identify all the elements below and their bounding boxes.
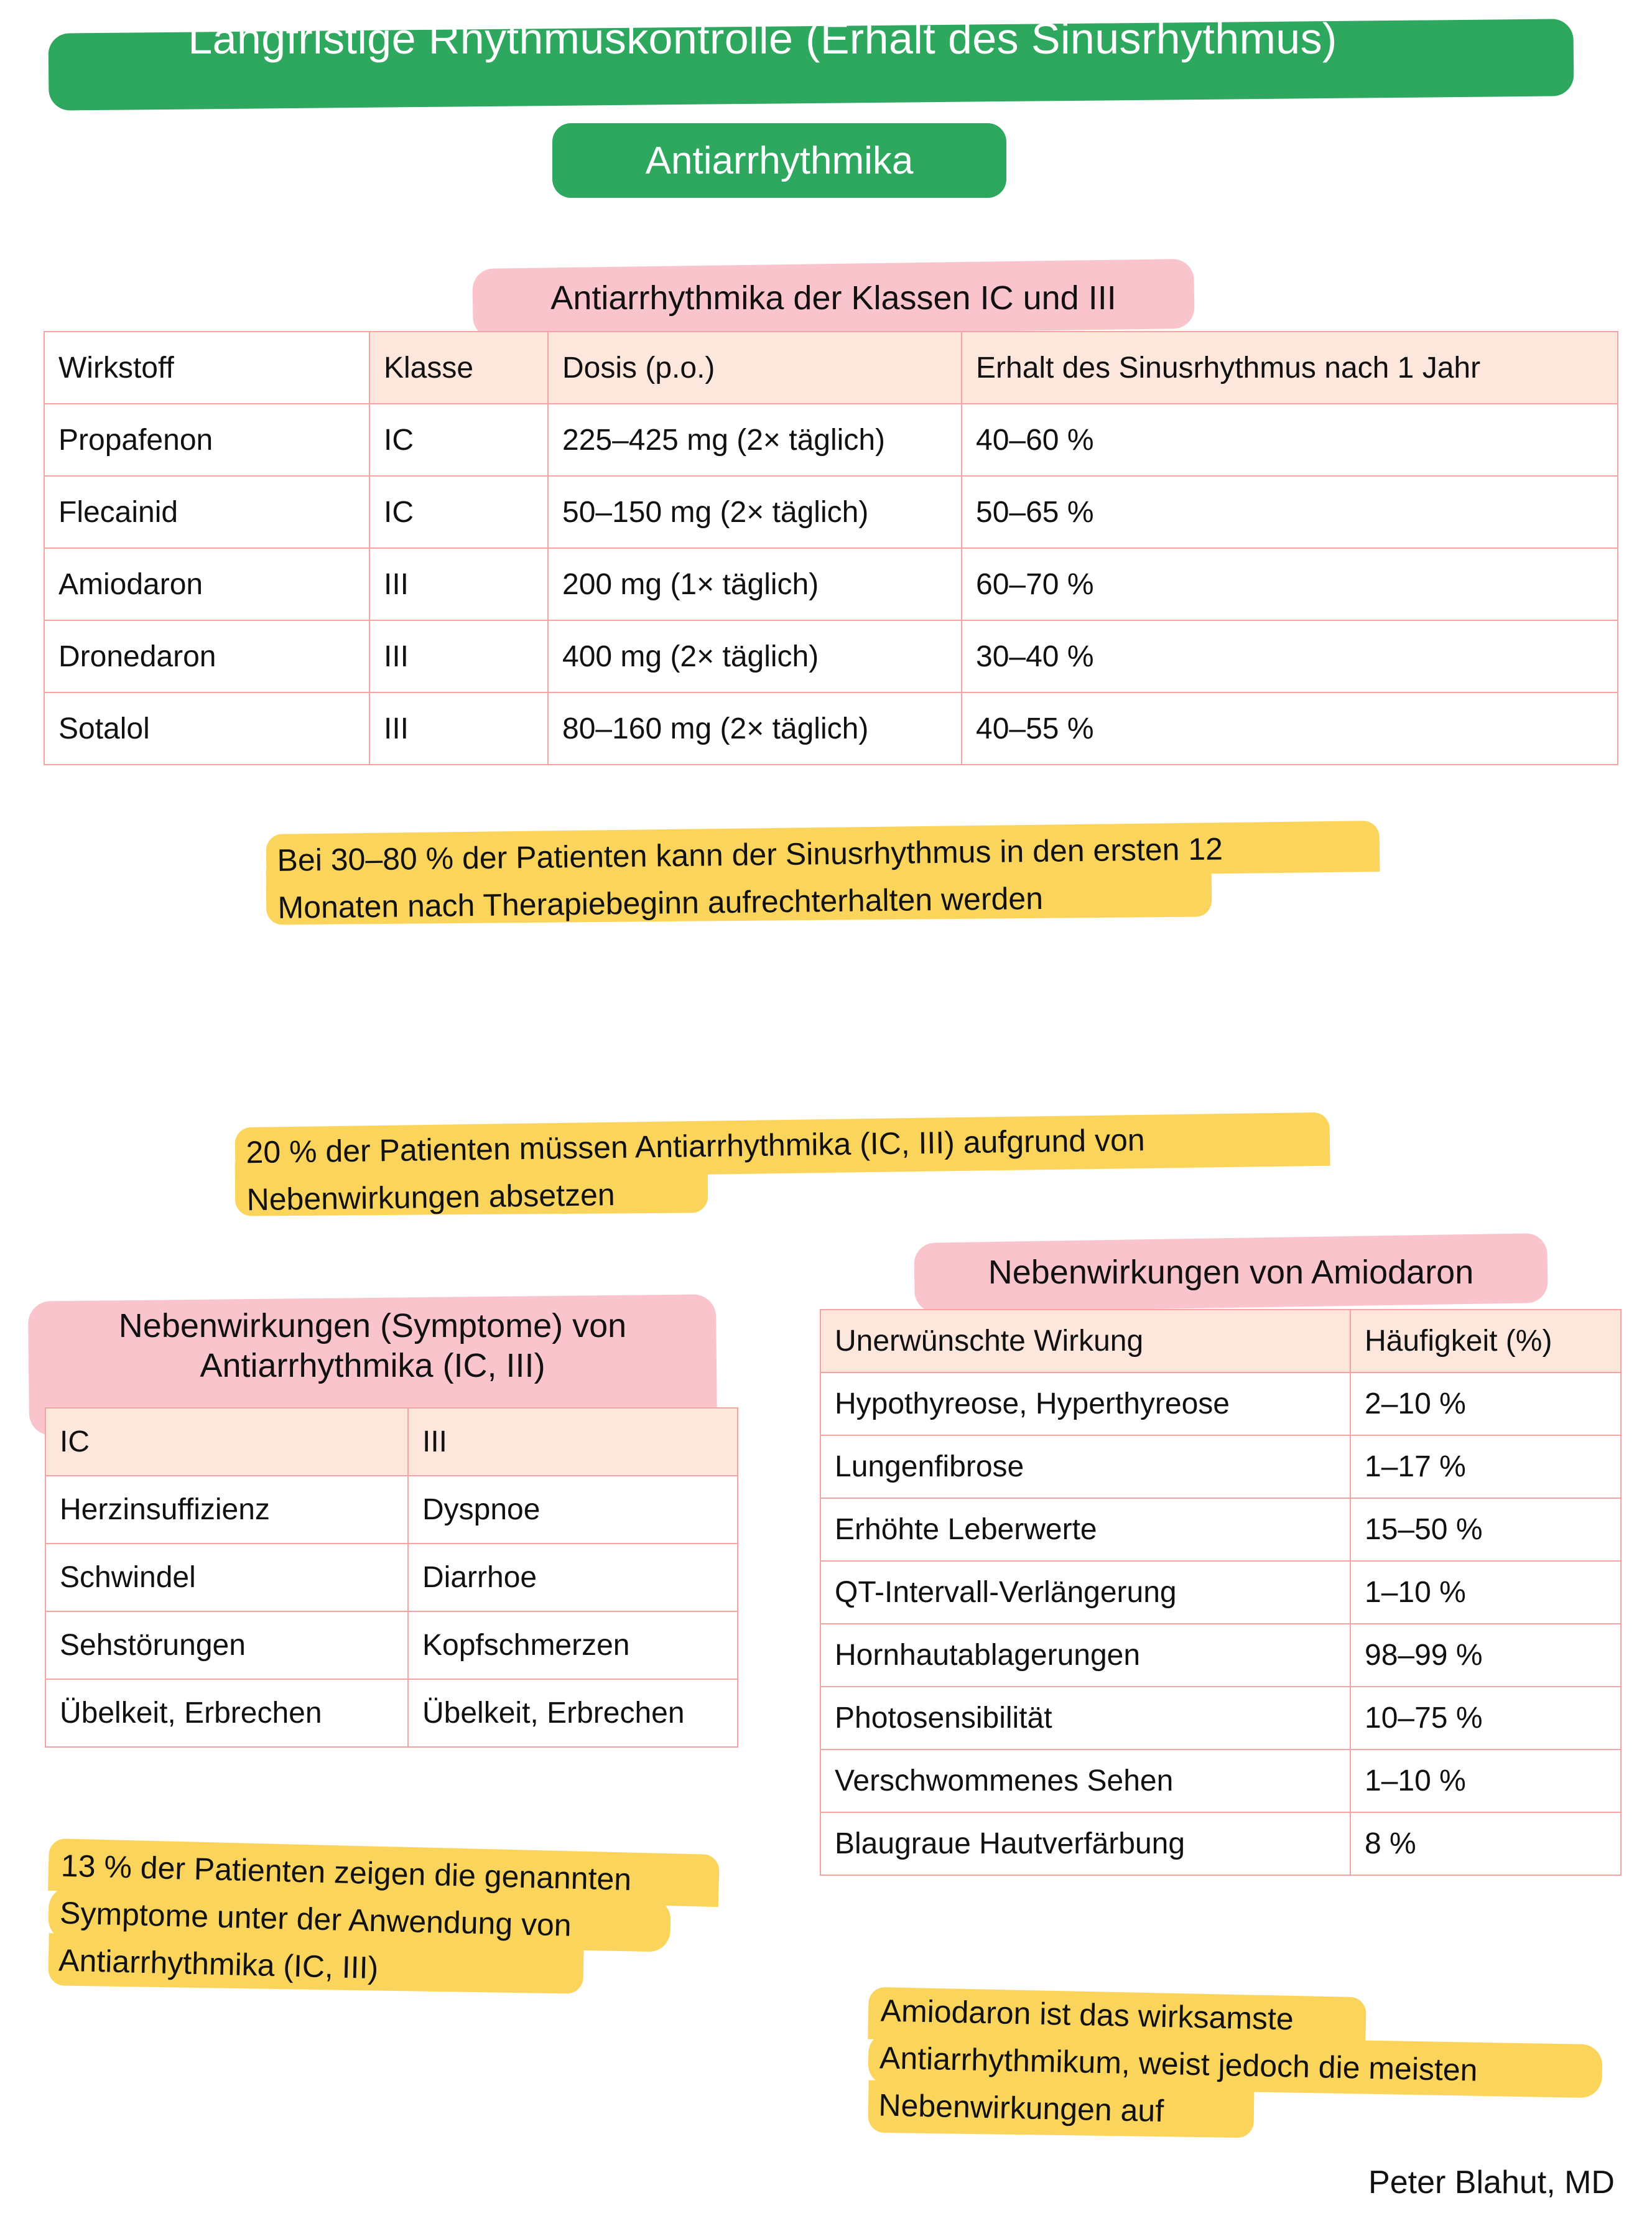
- table-row: [44, 476, 1618, 548]
- cell-frequency: 1–10 %: [1350, 1561, 1621, 1624]
- column-header-unerwuenschte-wirkung: Unerwünschte Wirkung: [820, 1310, 1350, 1372]
- cell-adverse-effect: Blaugraue Hautverfärbung: [820, 1812, 1350, 1875]
- cell-ic-symptom: Übelkeit, Erbrechen: [45, 1679, 408, 1747]
- cell-wirkstoff: Sotalol: [44, 692, 369, 765]
- cell-iii-symptom: Diarrhoe: [408, 1544, 738, 1611]
- page-subtitle: Antiarrhythmika: [645, 139, 914, 182]
- table-row: [45, 1476, 738, 1544]
- main-drug-table: [44, 331, 1618, 765]
- amiodaron-adverse-effects-table: [820, 1309, 1622, 1876]
- cell-erhalt: 30–40 %: [962, 620, 1618, 692]
- cell-ic-symptom: Herzinsuffizienz: [45, 1476, 408, 1544]
- table-row: [820, 1812, 1621, 1875]
- note-2: [246, 1114, 1342, 1224]
- column-header-erhalt: Erhalt des Sinusrhythmus nach 1 Jahr: [962, 332, 1618, 404]
- note-3-line-3: Antiarrhythmika (IC, III): [58, 1942, 379, 1986]
- note-4: [878, 1987, 1628, 2144]
- cell-frequency: 8 %: [1350, 1812, 1621, 1875]
- cell-dosis: 200 mg (1× täglich): [548, 548, 962, 620]
- note-4-line-2: Antiarrhythmikum, weist jedoch die meisten: [879, 2040, 1478, 2088]
- cell-iii-symptom: Übelkeit, Erbrechen: [408, 1679, 738, 1747]
- symptoms-table: [45, 1407, 738, 1748]
- table-row: [44, 692, 1618, 765]
- cell-erhalt: 40–55 %: [962, 692, 1618, 765]
- table-row: [45, 1544, 738, 1611]
- cell-wirkstoff: Amiodaron: [44, 548, 369, 620]
- symptoms-caption-line-2: Antiarrhythmika (IC, III): [200, 1346, 545, 1384]
- cell-frequency: 15–50 %: [1350, 1498, 1621, 1561]
- column-header-ic: IC: [45, 1408, 408, 1476]
- cell-klasse: IC: [369, 404, 548, 476]
- cell-adverse-effect: Hornhautablagerungen: [820, 1624, 1350, 1687]
- table-row: [45, 1679, 738, 1747]
- cell-klasse: IC: [369, 476, 548, 548]
- note-2-line-2: Nebenwirkungen absetzen: [246, 1177, 616, 1218]
- symptoms-table-caption: [29, 1298, 717, 1436]
- note-3-line-1: 13 % der Patienten zeigen die genannten: [60, 1848, 632, 1897]
- main-table-caption: Antiarrhythmika der Klassen IC und III: [550, 279, 1116, 317]
- table-row: [820, 1624, 1621, 1687]
- table-row: [820, 1687, 1621, 1749]
- table-row: [820, 1372, 1621, 1435]
- cell-erhalt: 40–60 %: [962, 404, 1618, 476]
- note-2-line-1: 20 % der Patienten müssen Antiarrhythmika (IC, III) aufgrund von: [246, 1122, 1145, 1170]
- note-3: [58, 1842, 745, 2001]
- note-1-line-1: Bei 30–80 % der Patienten kann der Sinusrhythmus in den ersten 12: [277, 831, 1223, 878]
- note-4-line-3: Nebenwirkungen auf: [878, 2087, 1164, 2129]
- cell-iii-symptom: Dyspnoe: [408, 1476, 738, 1544]
- cell-adverse-effect: QT-Intervall-Verlängerung: [820, 1561, 1350, 1624]
- cell-frequency: 2–10 %: [1350, 1372, 1621, 1435]
- note-1-line-2: Monaten nach Therapiebeginn aufrechterhalten werden: [277, 880, 1044, 925]
- cell-adverse-effect: Photosensibilität: [820, 1687, 1350, 1749]
- table-row: [44, 620, 1618, 692]
- cell-dosis: 80–160 mg (2× täglich): [548, 692, 962, 765]
- table-header-row: [44, 332, 1618, 404]
- cell-wirkstoff: Dronedaron: [44, 620, 369, 692]
- table-row: [820, 1498, 1621, 1561]
- cell-klasse: III: [369, 548, 548, 620]
- cell-erhalt: 50–65 %: [962, 476, 1618, 548]
- cell-klasse: III: [369, 692, 548, 765]
- note-4-line-1: Amiodaron ist das wirksamste: [880, 1993, 1294, 2037]
- cell-wirkstoff: Propafenon: [44, 404, 369, 476]
- cell-klasse: III: [369, 620, 548, 692]
- table-row: [45, 1611, 738, 1679]
- column-header-haeufigkeit: Häufigkeit (%): [1350, 1310, 1621, 1372]
- table-row: [820, 1561, 1621, 1624]
- cell-erhalt: 60–70 %: [962, 548, 1618, 620]
- cell-wirkstoff: Flecainid: [44, 476, 369, 548]
- symptoms-caption-line-1: Nebenwirkungen (Symptome) von: [118, 1307, 627, 1344]
- author-signature: Peter Blahut, MD: [1368, 2164, 1615, 2201]
- cell-ic-symptom: Sehstörungen: [45, 1611, 408, 1679]
- cell-frequency: 1–10 %: [1350, 1749, 1621, 1812]
- table-row: [820, 1435, 1621, 1498]
- cell-adverse-effect: Erhöhte Leberwerte: [820, 1498, 1350, 1561]
- cell-dosis: 50–150 mg (2× täglich): [548, 476, 962, 548]
- cell-frequency: 98–99 %: [1350, 1624, 1621, 1687]
- page-title: Langfristige Rhythmuskontrolle (Erhalt des Sinusrhythmus): [188, 14, 1337, 63]
- column-header-iii: III: [408, 1408, 738, 1476]
- amiodaron-table-caption: Nebenwirkungen von Amiodaron: [988, 1254, 1474, 1292]
- cell-dosis: 400 mg (2× täglich): [548, 620, 962, 692]
- cell-ic-symptom: Schwindel: [45, 1544, 408, 1611]
- cell-frequency: 10–75 %: [1350, 1687, 1621, 1749]
- column-header-wirkstoff: Wirkstoff: [44, 332, 369, 404]
- cell-adverse-effect: Hypothyreose, Hyperthyreose: [820, 1372, 1350, 1435]
- cell-adverse-effect: Lungenfibrose: [820, 1435, 1350, 1498]
- table-row: [820, 1749, 1621, 1812]
- table-header-row: [820, 1310, 1621, 1372]
- note-1: [277, 823, 1391, 931]
- cell-dosis: 225–425 mg (2× täglich): [548, 404, 962, 476]
- column-header-dosis: Dosis (p.o.): [548, 332, 962, 404]
- note-3-line-2: Symptome unter der Anwendung von: [59, 1895, 572, 1943]
- table-row: [44, 548, 1618, 620]
- column-header-klasse: Klasse: [369, 332, 548, 404]
- cell-adverse-effect: Verschwommenes Sehen: [820, 1749, 1350, 1812]
- cell-frequency: 1–17 %: [1350, 1435, 1621, 1498]
- cell-iii-symptom: Kopfschmerzen: [408, 1611, 738, 1679]
- table-row: [44, 404, 1618, 476]
